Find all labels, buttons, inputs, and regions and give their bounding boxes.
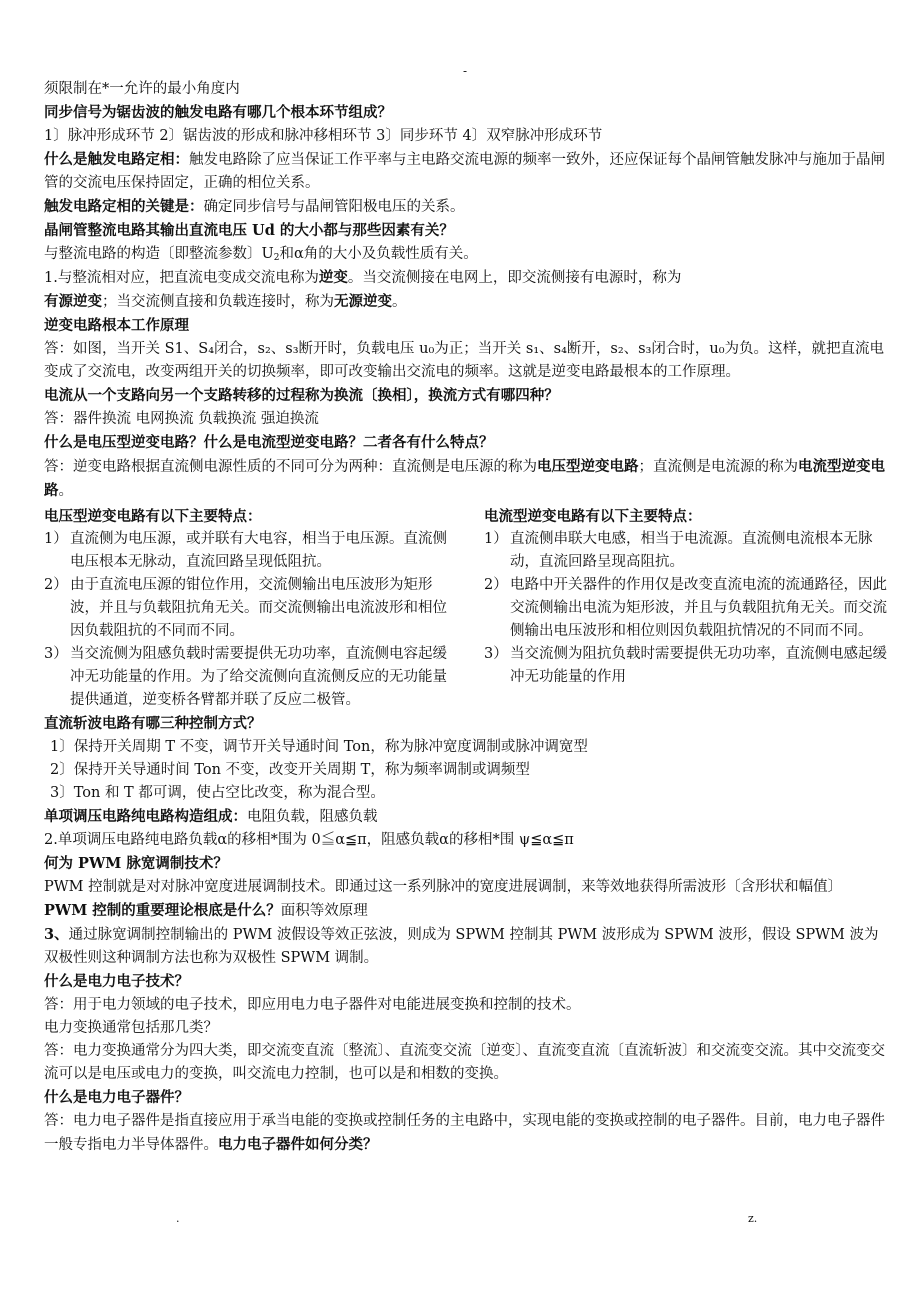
- question-heading: 什么是电压型逆变电路？什么是电流型逆变电路？二者各有什么特点？: [44, 434, 494, 451]
- text-line: 3〕Ton 和 T 都可调，使占空比改变，称为混合型。: [50, 785, 385, 801]
- question-heading: 逆变电路根本工作原理: [44, 317, 189, 334]
- document-body: [44, 78, 892, 1157]
- text-line: 2.单项调压电路纯电路负载α的移相*围为 0≦α≦π，阻感负载α的移相*围 ψ≦α≦π: [44, 832, 574, 848]
- paragraph: 3、通过脉宽调制控制输出的 PWM 波假设等效正弦波，则成为 SPWM 控制其 PWM 波形成为 SPWM 波形，假设 SPWM 波为双极性则这种调制方法也称为双极性 SPWM 调制。: [44, 926, 879, 966]
- paragraph: 与整流电路的构造〔即整流参数〕$U_2$和α角的大小及负载性质有关。: [44, 246, 478, 263]
- list-item: 2） 由于直流电压源的钳位作用，交流侧输出电压波形为矩形波，并且与负载阻抗角无关。而交流侧输出电流波形和相位因负载阻抗的不同而不同。: [44, 577, 447, 639]
- list-item: 2） 电路中开关器件的作用仅是改变直流电流的流通路径，因此交流侧输出电流为矩形波，并且与负载阻抗角无关。而交流侧输出电压波形和相位则因负载阻抗情况的不同而不同。: [484, 577, 887, 639]
- current-type-column: [484, 505, 892, 712]
- paragraph: 答：电力变换通常分为四大类，即交流变直流〔整流〕、直流变交流〔逆变〕、直流变直流〔直流斩波〕和交流变交流。其中交流变交流可以是电压或电力的变换，叫交流电力控制，也可以是和相数的变换。: [44, 1043, 885, 1082]
- paragraph: 有源逆变；当交流侧直接和负载连接时，称为无源逆变。: [44, 293, 407, 310]
- paragraph: 触发电路定相的关键是：确定同步信号与晶闸管阳极电压的关系。: [44, 198, 465, 215]
- paragraph: PWM 控制的重要理论根底是什么？面积等效原理: [44, 902, 368, 919]
- comparison-columns: [44, 505, 892, 712]
- paragraph: 什么是触发电路定相：触发电路除了应当保证工作平率与主电路交流电源的频率一致外，还应保证每个晶闸管触发脉冲与施加于晶闸管的交流电压保持固定，正确的相位关系。: [44, 151, 885, 191]
- footer-left-mark: .: [176, 1212, 180, 1225]
- column-title: 电压型逆变电路有以下主要特点：: [44, 508, 262, 525]
- question-heading: 什么是电力电子技术？: [44, 973, 189, 990]
- question-heading: 何为 PWM 脉宽调制技术？: [44, 855, 228, 872]
- text-line: 答：器件换流 电网换流 负载换流 强迫换流: [44, 411, 319, 427]
- list-item: 1） 直流侧串联大电感，相当于电流源。直流侧电流根本无脉动，直流回路呈现高阻抗。: [484, 531, 873, 570]
- text-line: 电力变换通常包括那几类？: [44, 1020, 218, 1036]
- paragraph: 答：电力电子器件是指直接应用于承当电能的变换或控制任务的主电路中，实现电能的变换或控制的电子器件。目前，电力电子器件一般专指电力半导体器件。电力电子器件如何分类？: [44, 1113, 885, 1153]
- paragraph: 答：逆变电路根据直流侧电源性质的不同可分为两种：直流侧是电压源的称为电压型逆变电路；直流侧是电流源的称为电流型逆变电路。: [44, 458, 885, 499]
- text-line: 答：用于电力领域的电子技术，即应用电力电子器件对电能进展变换和控制的技术。: [44, 997, 581, 1013]
- text-line: 2〕保持开关导通时间 Ton 不变，改变开关周期 T，称为频率调制或调频型: [50, 762, 530, 778]
- question-heading: 同步信号为锯齿波的触发电路有哪几个根本环节组成？: [44, 104, 392, 121]
- text-line: 须限制在*一允许的最小角度内: [44, 81, 240, 97]
- question-heading: 晶闸管整流电路其输出直流电压 Ud 的大小都与那些因素有关？: [44, 222, 454, 239]
- list-item: 3） 当交流侧为阻感负载时需要提供无功功率，直流侧电容起缓冲无功能量的作用。为了给交流侧向直流侧反应的无功能量提供通道，逆变桥各臂都并联了反应二极管。: [44, 646, 447, 708]
- question-heading: 什么是电力电子器件？: [44, 1089, 189, 1106]
- question-heading: 电流从一个支路向另一个支路转移的过程称为换流〔换相〕，换流方式有哪四种？: [44, 387, 559, 404]
- question-heading: 直流斩波电路有哪三种控制方式？: [44, 715, 262, 732]
- header-mark: -: [463, 64, 468, 78]
- list-item: 1） 直流侧为电压源，或并联有大电容，相当于电压源。直流侧电压根本无脉动，直流回路呈现低阻抗。: [44, 531, 447, 570]
- voltage-type-column: [44, 505, 454, 712]
- paragraph: 答：如图，当开关 S1、S₄闭合，s₂、s₃断开时，负载电压 u₀为正；当开关 s₁、s₄断开，s₂、s₃闭合时，u₀为负。这样，就把直流电变成了交流电，改变两组开关的切换频率，即可改变输出交流电的频率。这就是逆变电路最根本的工作原理。: [44, 341, 885, 380]
- footer-right-mark: z.: [748, 1212, 758, 1225]
- paragraph: 1.与整流相对应，把直流电变成交流电称为逆变。当交流侧接在电网上，即交流侧接有电源时，称为: [44, 269, 682, 286]
- list-item: 3） 当交流侧为阻抗负载时需要提供无功功率，直流侧电感起缓冲无功能量的作用: [484, 646, 887, 685]
- text-line: 1〕脉冲形成环节 2〕锯齿波的形成和脉冲移相环节 3〕同步环节 4〕双窄脉冲形成环节: [44, 128, 603, 144]
- paragraph: PWM 控制就是对对脉冲宽度进展调制技术。即通过这一系列脉冲的宽度进展调制，来等效地获得所需波形〔含形状和幅值〕: [44, 879, 843, 895]
- text-line: 1〕保持开关周期 T 不变，调节开关导通时间 Ton，称为脉冲宽度调制或脉冲调宽型: [50, 739, 588, 755]
- paragraph: 单项调压电路纯电路构造组成：电阻负载，阻感负载: [44, 808, 378, 825]
- column-title: 电流型逆变电路有以下主要特点：: [484, 508, 702, 525]
